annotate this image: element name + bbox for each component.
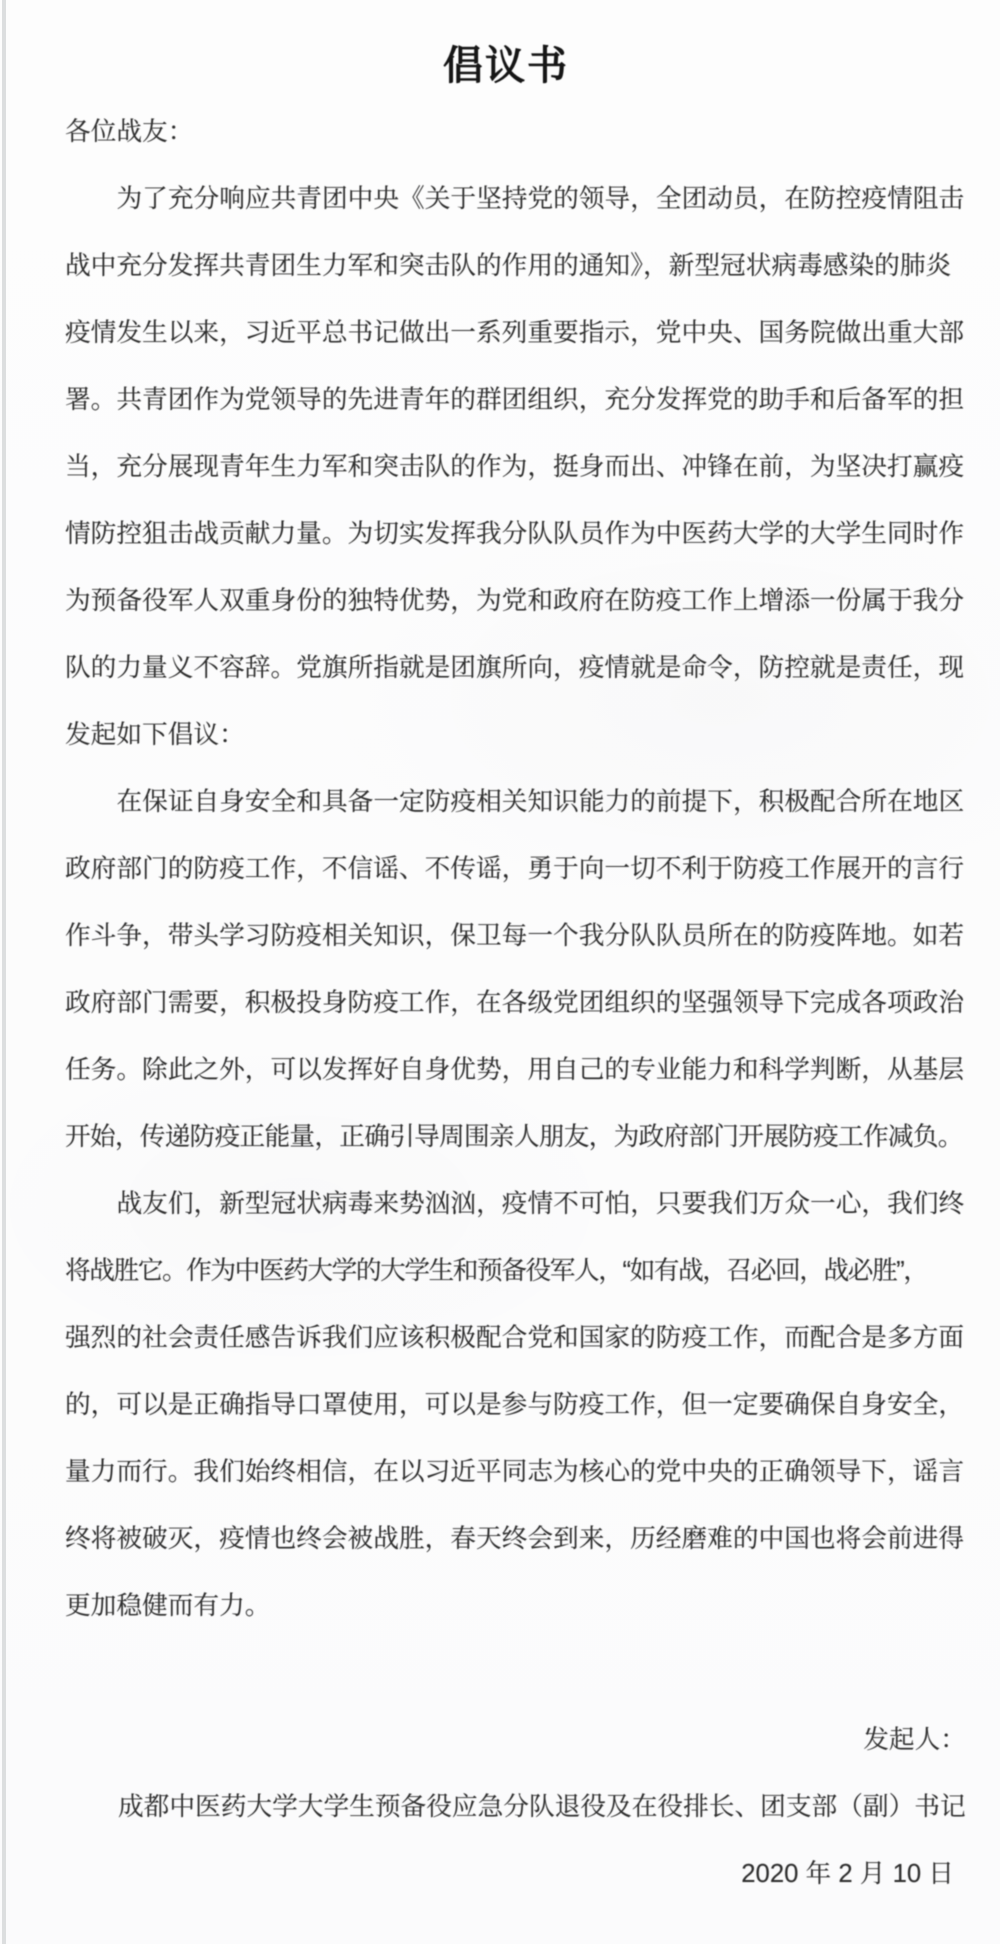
body-line: 开始，传递防疫正能量，正确引导周围亲人朋友，为政府部门开展防疫工作减负。 [65,1123,963,1151]
document-body [65,99,966,1908]
salutation: 各位战友： [65,118,194,146]
signature-label: 发起人： [863,1726,966,1754]
body-line: 强烈的社会责任感告诉我们应该积极配合党和国家的防疫工作，而配合是多方面 [65,1324,965,1352]
body-line: 在保证自身安全和具备一定防疫相关知识能力的前提下，积极配合所在地区 [116,788,965,816]
spacer [65,1640,966,1707]
signature-date: 2020 年 2 月 10 日 [741,1860,954,1888]
signature-signer: 成都中医药大学大学生预备役应急分队退役及在役排长、团支部（副）书记 [118,1793,966,1821]
body-line: 署。共青团作为党领导的先进青年的群团组织，充分发挥党的助手和后备军的担 [65,386,965,414]
body-line: 政府部门的防疫工作，不信谣、不传谣，勇于向一切不利于防疫工作展开的言行 [65,855,965,883]
body-line: 作斗争，带头学习防疫相关知识，保卫每一个我分队队员所在的防疫阵地。如若 [65,922,965,950]
document-title: 倡议书 [443,44,569,88]
body-line: 战友们，新型冠状病毒来势汹汹，疫情不可怕，只要我们万众一心，我们终 [116,1190,965,1218]
body-line: 战中充分发挥共青团生力军和突击队的作用的通知》，新型冠状病毒感染的肺炎 [65,252,952,280]
body-line: 终将被破灭，疫情也终会被战胜，春天终会到来，历经磨难的中国也将会前进得 [65,1525,965,1553]
body-line: 的，可以是正确指导口罩使用，可以是参与防疫工作，但一定要确保自身安全， [65,1391,965,1419]
body-line: 疫情发生以来，习近平总书记做出一系列重要指示，党中央、国务院做出重大部 [65,319,965,347]
body-line: 为了充分响应共青团中央《关于坚持党的领导，全团动员，在防控疫情阻击 [116,185,965,213]
body-line: 任务。除此之外，可以发挥好自身优势，用自己的专业能力和科学判断，从基层 [65,1056,965,1084]
body-line: 将战胜它。作为中医药大学的大学生和预备役军人，“如有战，召必回，战必胜”， [65,1257,928,1285]
body-line: 发起如下倡议： [65,721,245,749]
body-line: 情防控狙击战贡献力量。为切实发挥我分队队员作为中医药大学的大学生同时作 [65,520,965,548]
body-line: 量力而行。我们始终相信，在以习近平同志为核心的党中央的正确领导下，谣言 [65,1458,965,1486]
body-line: 队的力量义不容辞。党旗所指就是团旗所向，疫情就是命令，防控就是责任，现 [65,654,965,682]
body-line: 政府部门需要，积极投身防疫工作，在各级党团组织的坚强领导下完成各项政治 [65,989,965,1017]
body-line: 更加稳健而有力。 [65,1592,271,1620]
body-line: 当，充分展现青年生力军和突击队的作为，挺身而出、冲锋在前，为坚决打赢疫 [65,453,965,481]
body-line: 为预备役军人双重身份的独特优势，为党和政府在防疫工作上增添一份属于我分 [65,587,965,615]
